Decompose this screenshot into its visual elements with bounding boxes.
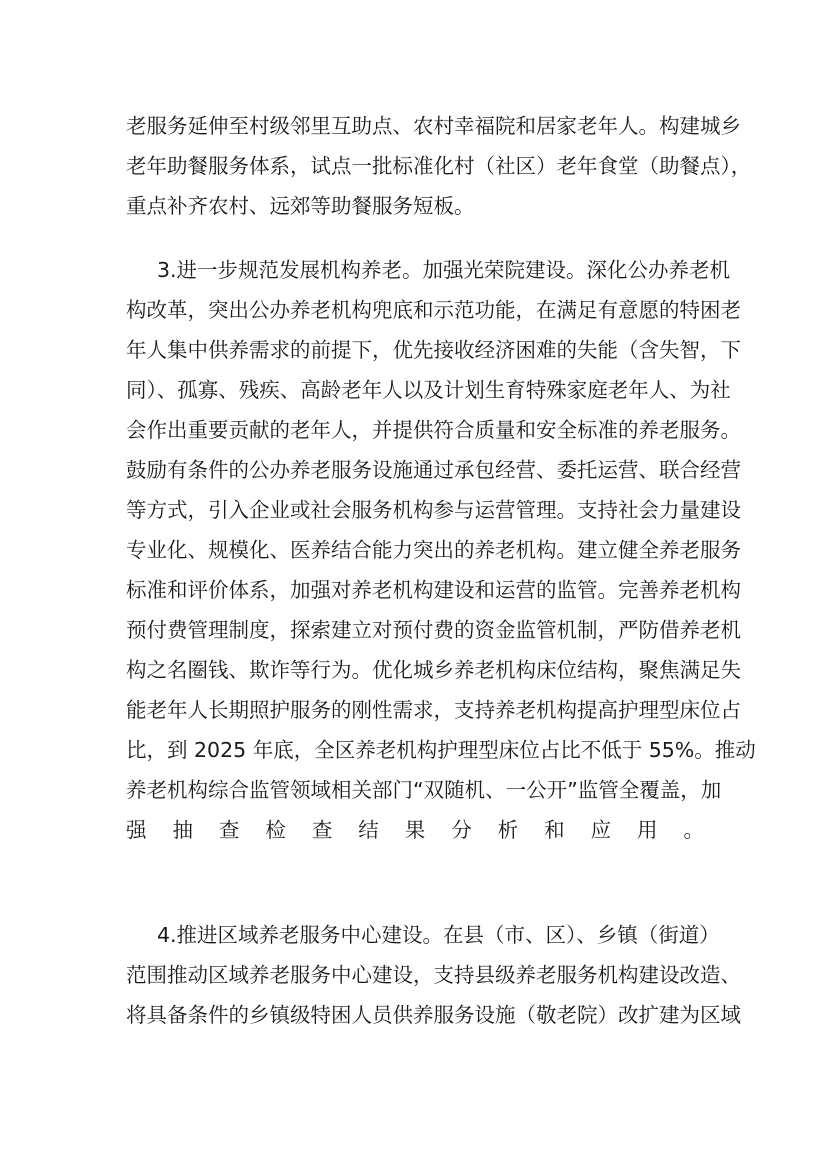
- paragraph-2-line-12: 能老年人长期照护服务的刚性需求，支持养老机构提高护理型床位占: [126, 698, 741, 722]
- paragraph-2-line-8: 专业化、规模化、医养结合能力突出的养老机构。建立健全养老服务: [126, 538, 741, 562]
- paragraph-2-line-14: 养老机构综合监管领域相关部门“双随机、一公开”监管全覆盖，加: [126, 778, 722, 802]
- paragraph-2-line-15: 强抽查检查结果分析和应用。: [126, 818, 704, 842]
- paragraph-1-line-1: 老服务延伸至村级邻里互助点、农村幸福院和居家老年人。构建城乡: [126, 114, 741, 138]
- paragraph-2-line-1: 3.进一步规范发展机构养老。加强光荣院建设。深化公办养老机: [157, 258, 731, 282]
- paragraph-2-line-2: 构改革，突出公办养老机构兜底和示范功能，在满足有意愿的特困老: [126, 298, 741, 322]
- paragraph-3-line-3: 将具备条件的乡镇级特困人员供养服务设施（敬老院）改扩建为区域: [126, 1003, 741, 1027]
- paragraph-2-line-4: 同）、孤寡、残疾、高龄老年人以及计划生育特殊家庭老年人、为社: [126, 378, 731, 402]
- paragraph-2-line-7: 等方式，引入企业或社会服务机构参与运营管理。支持社会力量建设: [126, 498, 741, 522]
- paragraph-2-line-5: 会作出重要贡献的老年人，并提供符合质量和安全标准的养老服务。: [126, 418, 741, 442]
- paragraph-2-line-11: 构之名圈钱、欺诈等行为。优化城乡养老机构床位结构，聚焦满足失: [126, 658, 741, 682]
- paragraph-2-line-3: 年人集中供养需求的前提下，优先接收经济困难的失能（含失智，下: [126, 338, 741, 362]
- paragraph-2-line-6: 鼓励有条件的公办养老服务设施通过承包经营、委托运营、联合经营: [126, 458, 741, 482]
- paragraph-1-line-3: 重点补齐农村、远郊等助餐服务短板。: [126, 194, 475, 218]
- paragraph-2-line-13: 比，到 2025 年底，全区养老机构护理型床位占比不低于 55%。推动: [126, 738, 756, 762]
- paragraph-3-line-2: 范围推动区域养老服务中心建设，支持县级养老服务机构建设改造、: [126, 963, 741, 987]
- paragraph-2-line-10: 预付费管理制度，探索建立对预付费的资金监管机制，严防借养老机: [126, 618, 741, 642]
- paragraph-3-line-1: 4.推进区域养老服务中心建设。在县（市、区）、乡镇（街道）: [157, 923, 720, 947]
- paragraph-2-line-16: [126, 852, 704, 888]
- paragraph-2-line-9: 标准和评价体系，加强对养老机构建设和运营的监管。完善养老机构: [126, 578, 741, 602]
- paragraph-1-line-2: 老年助餐服务体系，试点一批标准化村（社区）老年食堂（助餐点），: [126, 154, 752, 178]
